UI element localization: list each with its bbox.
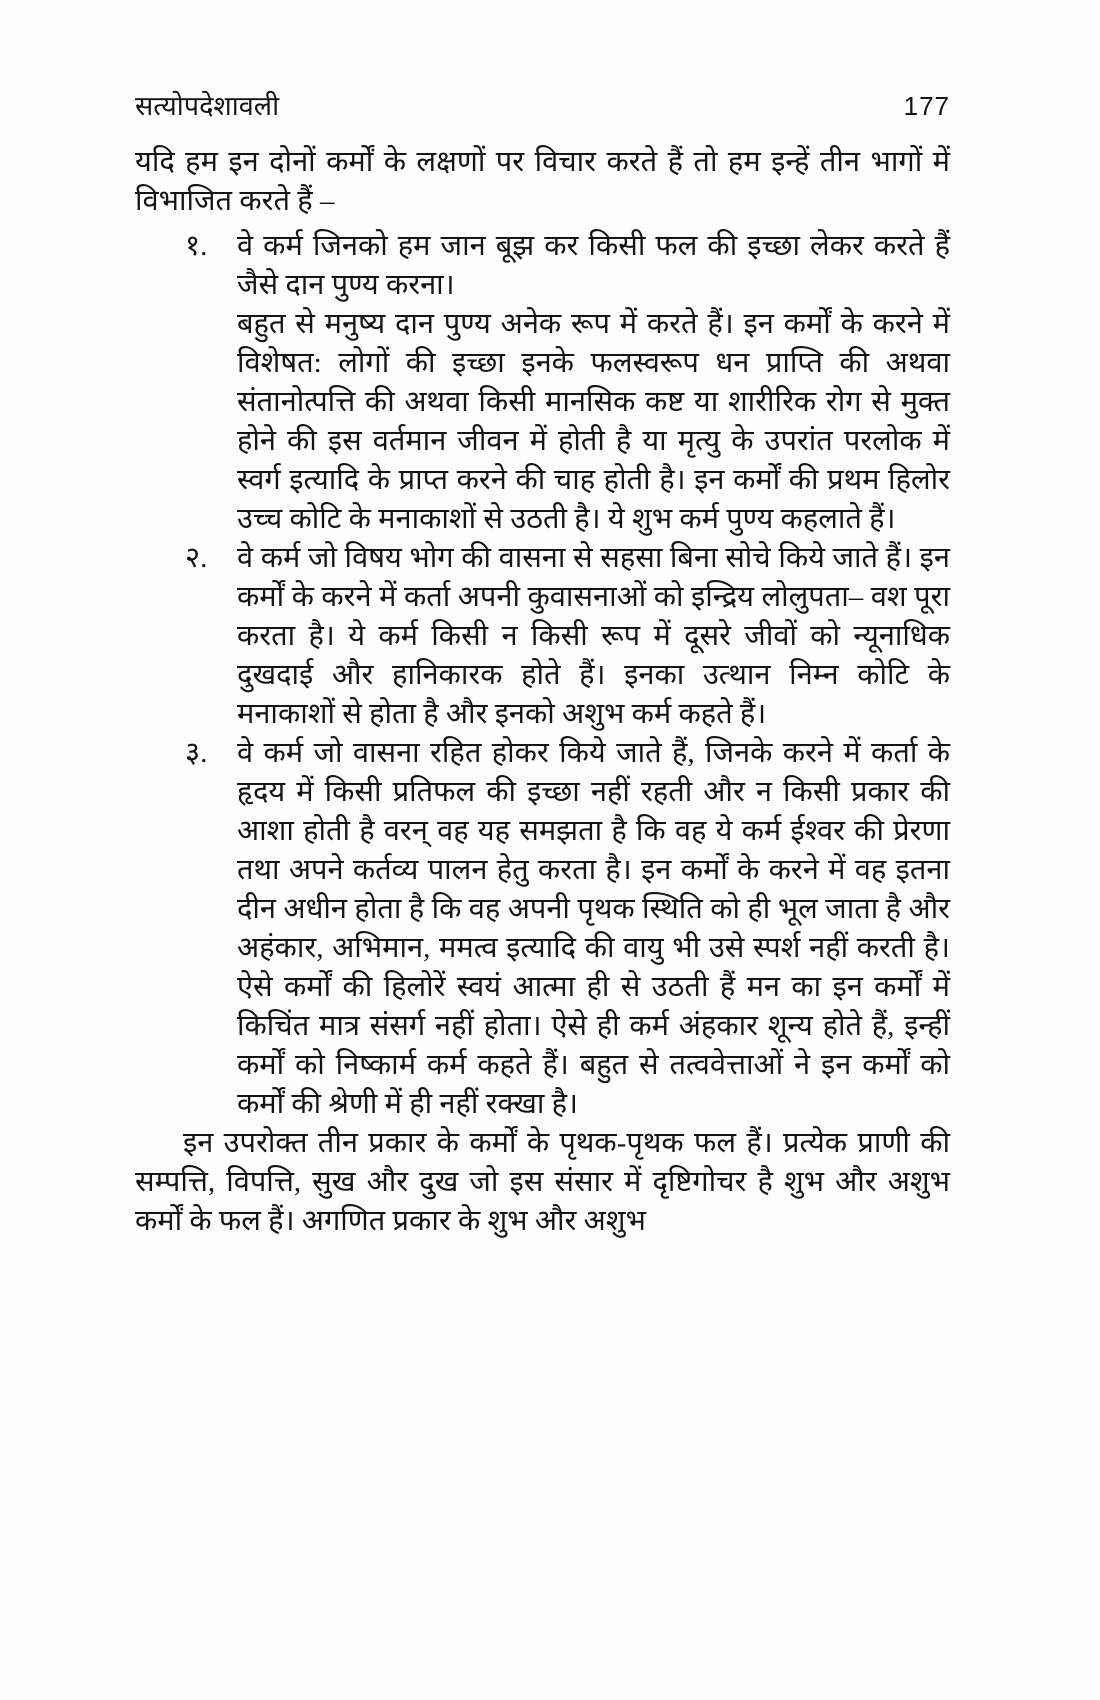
list-item-1-body [237, 227, 950, 539]
list-marker-2: २. [185, 542, 208, 574]
list-item-1-paragraph-1: वे कर्म जिनको हम जान बूझ कर किसी फल की इच्छा लेकर करते हैं जैसे दान पुण्य करना। [237, 230, 950, 301]
list-item-2 [135, 539, 950, 734]
list-item-2-body [237, 539, 950, 734]
list-item-3 [135, 734, 950, 1124]
list-item-2-paragraph-1: वे कर्म जो विषय भोग की वासना से सहसा बिना सोचे किये जाते हैं। इन कर्मों के करने में कर्ता अपनी कुवासनाओं को इन्द्रिय लोलुपता– वश पूरा करता है। ये कर्म किसी न किसी रूप में दूसरे जीवों को न्यूनाधिक दुखदाई और हानिकारक होते हैं। इनका उत्थान निम्न कोटि के मनाकाशों से होता है और इनको अशुभ कर्म कहते हैं। [237, 542, 950, 730]
intro-paragraph: यदि हम इन दोनों कर्मों के लक्षणों पर विचार करते हैं तो हम इन्हें तीन भागों में विभाजित करते हैं – [135, 146, 950, 217]
list-item-3-body [237, 734, 950, 1124]
closing-paragraph: इन उपरोक्त तीन प्रकार के कर्मों के पृथक-पृथक फल हैं। प्रत्येक प्राणी की सम्पत्ति, विपत्ति, सुख और दुख जो इस संसार में दृष्टिगोचर है शुभ और अशुभ कर्मों के फल हैं। अगणित प्रकार के शुभ और अशुभ [135, 1127, 950, 1237]
list-item-1 [135, 227, 950, 539]
list-marker-3: ३. [185, 737, 208, 769]
list-item-3-paragraph-1: वे कर्म जो वासना रहित होकर किये जाते हैं, जिनके करने में कर्ता के हृदय में किसी प्रतिफल की इच्छा नहीं रहती और न किसी प्रकार की आशा होती है वरन् वह यह समझता है कि वह ये कर्म ईश्वर की प्रेरणा तथा अपने कर्तव्य पालन हेतु करता है। इन कर्मों के करने में वह इतना दीन अधीन होता है कि वह अपनी पृथक स्थिति को ही भूल जाता है और अहंकार, अभिमान, ममत्व इत्यादि की वायु भी उसे स्पर्श नहीं करती है। ऐसे कर्मों की हिलोरें स्वयं आत्मा ही से उठती हैं मन का इन कर्मों में किचिंत मात्र संसर्ग नहीं होता। ऐसे ही कर्म अंहकार शून्य होते हैं, इन्हीं कर्मों को निष्कार्म कर्म कहते हैं। बहुत से तत्ववेत्ताओं ने इन कर्मों को कर्मों की श्रेणी में ही नहीं रक्खा है। [237, 737, 950, 1120]
page-number: 177 [903, 91, 950, 121]
karma-list [135, 227, 950, 1124]
running-header [135, 86, 950, 123]
book-title: सत्योपदेशावली [135, 91, 280, 121]
list-item-1-paragraph-2: बहुत से मनुष्य दान पुण्य अनेक रूप में करते हैं। इन कर्मों के करने में विशेषत: लोगों की इच्छा इनके फलस्वरूप धन प्राप्ति की अथवा संतानोत्पत्ति की अथवा किसी मानसिक कष्ट या शारीरिक रोग से मुक्त होने की इस वर्तमान जीवन में होती है या मृत्यु के उपरांत परलोक में स्वर्ग इत्यादि के प्राप्त करने की चाह होती है। इन कर्मों की प्रथम हिलोर उच्च कोटि के मनाकाशों से उठती है। ये शुभ कर्म पुण्य कहलाते हैं। [237, 308, 950, 535]
list-marker-1: १. [185, 230, 208, 262]
